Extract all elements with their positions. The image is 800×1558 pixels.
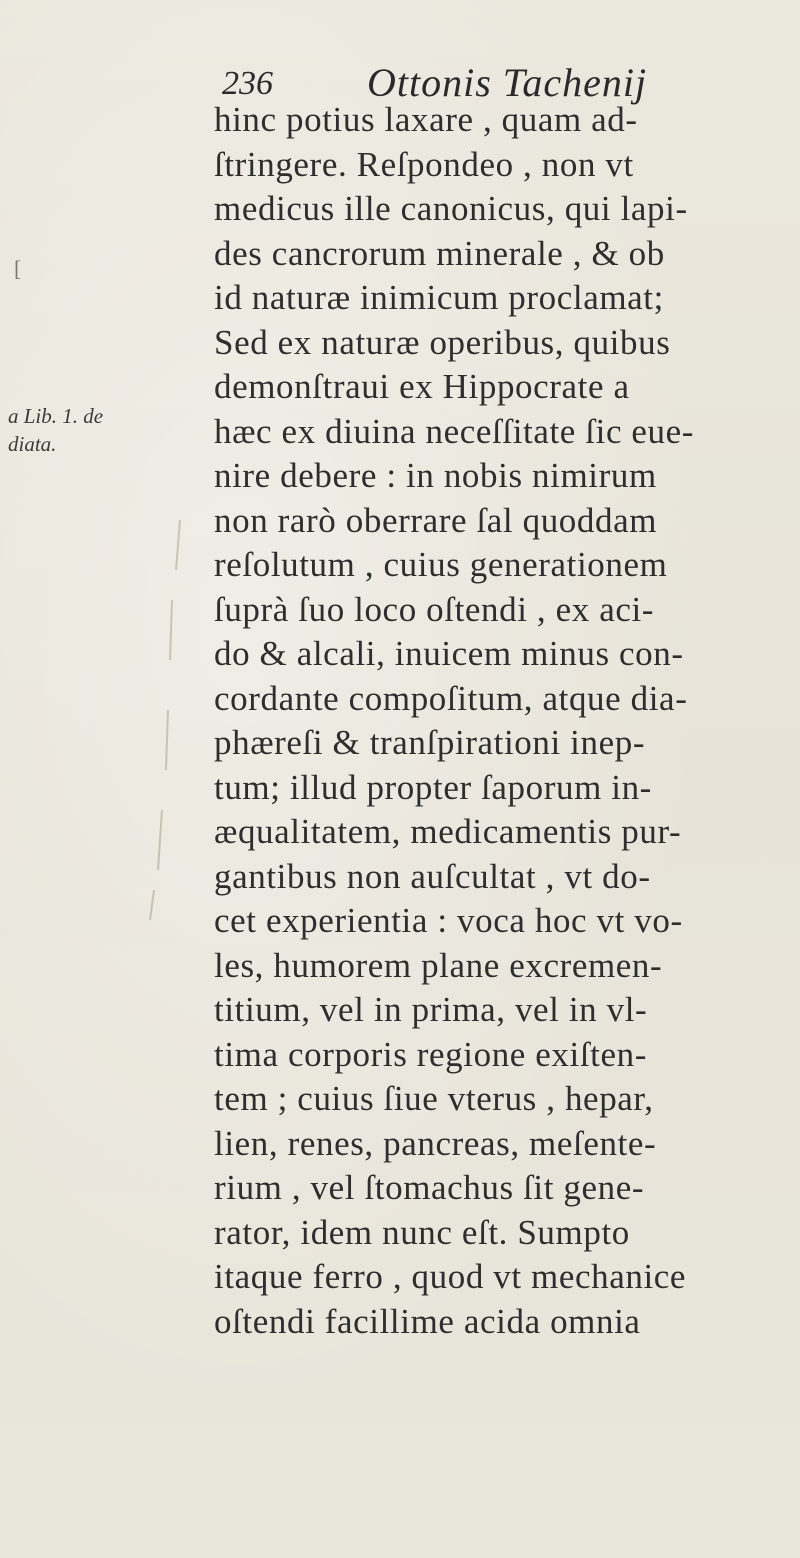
margin-note-line: a Lib. 1. de <box>8 404 104 428</box>
margin-note <box>8 402 208 458</box>
margin-bracket-mark: [ <box>14 256 22 281</box>
text-line: ſuprà ſuo loco oſtendi , ex aci- <box>214 589 655 629</box>
running-head: Ottonis Tachenij <box>367 60 648 105</box>
body-text-block <box>214 98 774 1344</box>
text-line: tem ; cuius ſiue vterus , hepar, <box>214 1079 654 1118</box>
ink-bleed-through <box>110 510 190 930</box>
text-line: tima corporis regione exiſten- <box>214 1034 647 1074</box>
text-line: gantibus non auſcultat , vt do- <box>214 856 651 896</box>
text-line: rator, idem nunc eſt. Sumpto <box>214 1212 630 1252</box>
margin-note-line: diata. <box>8 432 57 456</box>
text-line: non rarò oberrare ſal quoddam <box>214 500 658 540</box>
text-line: reſolutum , cuius generationem <box>214 545 668 584</box>
text-line: æqualitatem, medicamentis pur- <box>214 812 682 851</box>
text-line: hæc ex diuina neceſſitate ſic eue- <box>214 411 695 451</box>
text-line: cordante compoſitum, atque dia- <box>214 678 688 718</box>
page-number: 236 <box>222 65 273 102</box>
text-line: des cancrorum minerale , & ob <box>214 233 665 273</box>
text-line: cet experientia : voca hoc vt vo- <box>214 901 683 940</box>
text-line: ſtringere. Reſpondeo , non vt <box>214 144 634 184</box>
text-line: tum; illud propter ſaporum in- <box>214 767 652 807</box>
text-line: oſtendi facillime acida omnia <box>214 1301 641 1341</box>
text-line: nire debere : in nobis nimirum <box>214 456 657 495</box>
text-line: medicus ille canonicus, qui lapi- <box>214 189 688 228</box>
text-line: itaque ferro , quod vt mechanice <box>214 1257 687 1296</box>
text-line: phæreſi & tranſpirationi inep- <box>214 723 646 762</box>
text-line: Sed ex naturæ operibus, quibus <box>214 322 671 362</box>
text-line: les, humorem plane excremen- <box>214 945 663 985</box>
text-line: hinc potius laxare , quam ad- <box>214 100 638 139</box>
text-line: do & alcali, inuicem minus con- <box>214 634 684 673</box>
text-line: demonſtraui ex Hippocrate a <box>214 367 630 406</box>
text-line: lien, renes, pancreas, meſente- <box>214 1123 657 1163</box>
text-line: rium , vel ſtomachus ſit gene- <box>214 1168 645 1207</box>
text-line: id naturæ inimicum proclamat; <box>214 278 664 317</box>
text-line: titium, vel in prima, vel in vl- <box>214 990 648 1029</box>
